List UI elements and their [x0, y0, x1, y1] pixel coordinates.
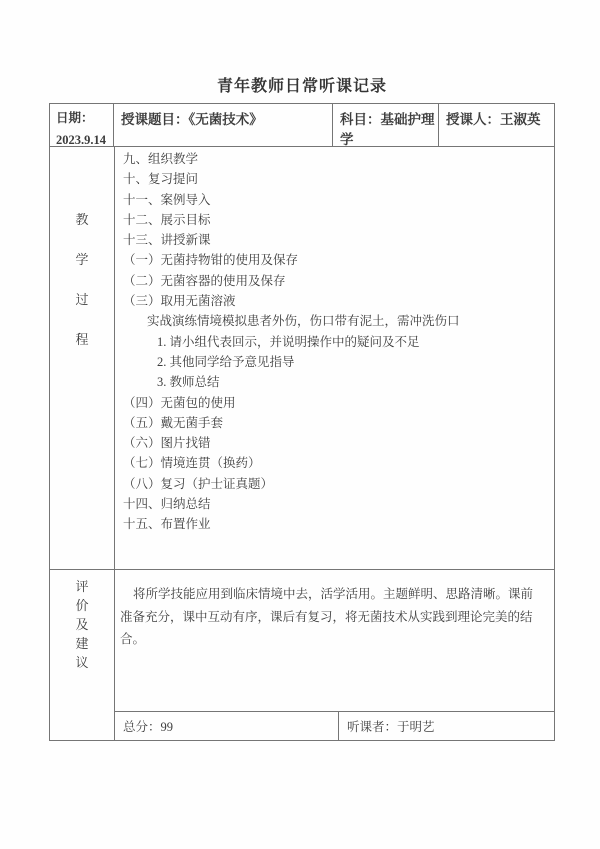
process-line: （七）情境连贯（换药） [123, 456, 261, 471]
process-line: 实战演练情境模拟患者外伤，伤口带有泥土，需冲洗伤口 [147, 314, 460, 329]
page-title: 青年教师日常听课记录 [216, 78, 387, 95]
process-line: （五）戴无菌手套 [123, 415, 224, 430]
date-label: 日期： [56, 111, 94, 125]
process-line: 3. 教师总结 [157, 375, 220, 390]
vertical-label-char: 教 [75, 212, 89, 227]
process-line: 九、组织教学 [123, 152, 199, 166]
process-line: （八）复习（护士证真题） [123, 476, 274, 491]
process-content [115, 147, 554, 569]
footer-row [115, 712, 554, 740]
process-line: （三）取用无菌溶液 [123, 294, 236, 309]
process-line: 十三、讲授新课 [123, 233, 211, 248]
vertical-label-char: 过 [75, 292, 89, 307]
process-line: （一）无菌持物钳的使用及保存 [123, 253, 299, 268]
record-table [49, 103, 555, 741]
listener-text: 听课者：于明艺 [347, 720, 435, 734]
date-value: 2023.9.14 [56, 133, 106, 147]
process-line: 十五、布置作业 [123, 517, 211, 532]
evaluation-body [115, 570, 554, 740]
vertical-label-char: 及 [75, 617, 89, 632]
vertical-label-char: 学 [75, 252, 89, 267]
topic-cell: 授课题目：《无菌技术》 [114, 104, 333, 146]
evaluation-label-column [50, 570, 115, 740]
process-line: （六）图片找错 [123, 436, 211, 451]
process-line: 十四、归纳总结 [123, 497, 211, 512]
lecturer-cell: 授课人：王淑英 [446, 112, 541, 127]
evaluation-text: 将所学技能应用到临床情境中去，活学活用。主题鲜明、思路清晰。课前准备充分，课中互动有序，课后有复习，将无菌技术从实践到理论完美的结合。 [115, 570, 554, 712]
process-label-column [50, 147, 115, 569]
process-line: 十、复习提问 [123, 172, 199, 187]
header-row [50, 104, 554, 147]
score-cell [115, 712, 339, 740]
process-line: （二）无菌容器的使用及保存 [123, 273, 286, 288]
listener-cell [339, 712, 554, 740]
process-line: （四）无菌包的使用 [123, 395, 236, 410]
process-row [50, 147, 554, 570]
vertical-label-char: 价 [75, 598, 89, 613]
vertical-label-char: 建 [75, 636, 89, 651]
date-cell [50, 104, 114, 146]
process-line: 2. 其他同学给予意见指导 [157, 354, 295, 369]
vertical-label-char: 程 [75, 332, 89, 347]
score-text: 总分：99 [123, 720, 174, 734]
evaluation-section [50, 570, 554, 740]
process-line: 十一、案例导入 [123, 192, 211, 207]
process-line: 1. 请小组代表回示，并说明操作中的疑问及不足 [157, 334, 420, 349]
subject-cell: 科目：基础护理学 [333, 104, 439, 146]
vertical-label-char: 评 [75, 579, 89, 594]
process-line: 十二、展示目标 [123, 212, 211, 227]
vertical-label-char: 议 [75, 655, 89, 670]
